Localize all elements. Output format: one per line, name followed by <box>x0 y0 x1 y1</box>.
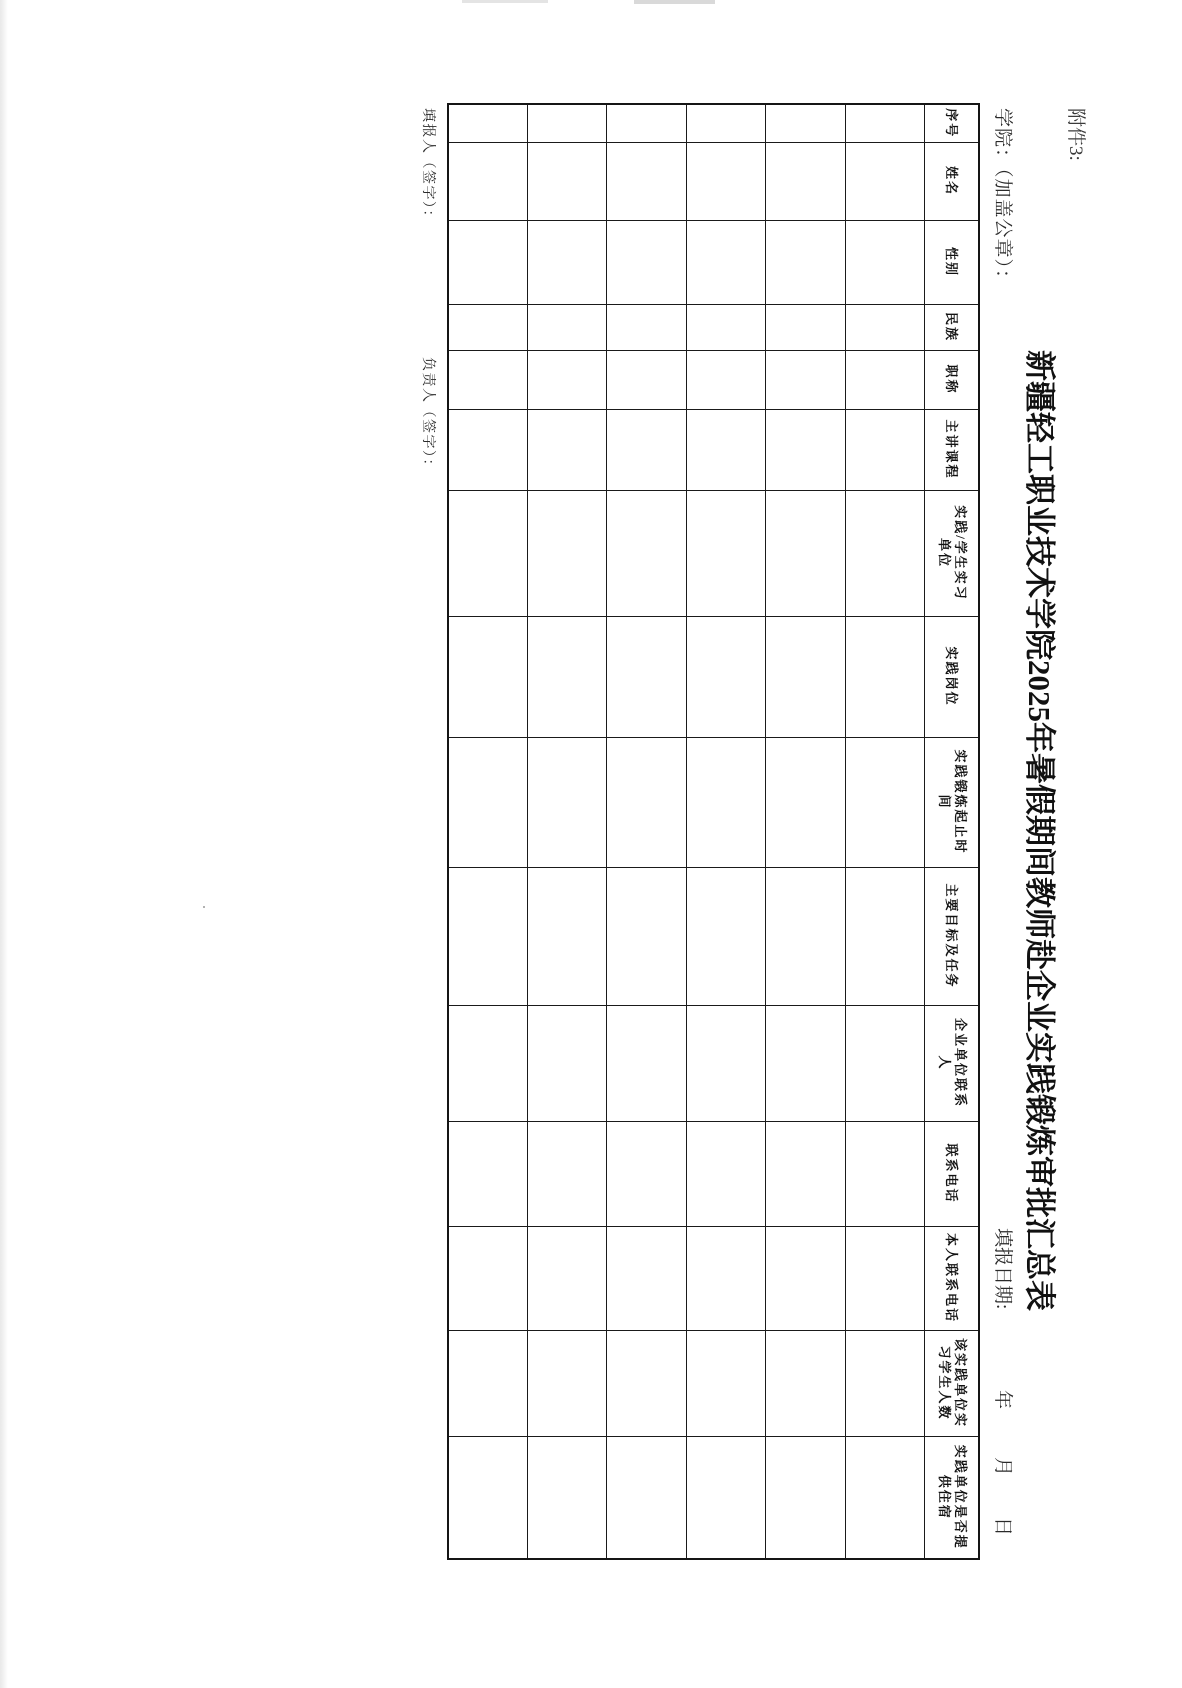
table-cell-gender <box>766 220 846 304</box>
table-cell-practice-post <box>607 616 687 737</box>
table-cell-professional-title <box>846 350 926 409</box>
table-cell-goals-tasks <box>687 867 767 1005</box>
table-cell-own-phone <box>766 1226 846 1330</box>
table-row <box>766 104 846 1559</box>
table-cell-name <box>448 142 528 220</box>
fill-date-month-unit: 月 <box>992 1457 1013 1477</box>
table-cell-practice-period <box>607 737 687 867</box>
table-cell-practice-unit <box>528 490 608 616</box>
table-cell-intern-count <box>846 1330 926 1436</box>
header-seq <box>925 104 979 142</box>
table-cell-main-course <box>687 409 767 490</box>
table-row <box>687 104 767 1559</box>
table-cell-practice-period <box>687 737 767 867</box>
table-cell-ethnicity <box>607 304 687 350</box>
header-accommodation-label: 实践单位是否提供住宿 <box>936 1444 968 1550</box>
responsible-person-signature-label: 负责人（签字）： <box>420 357 435 474</box>
header-goals-tasks <box>925 867 979 1005</box>
header-ethnicity-label: 民族 <box>944 311 960 342</box>
table-row <box>528 104 608 1559</box>
form-title: 新疆轻工职业技术学院2025年暑假期间教师赴企业实践锻炼审批汇总表 <box>1022 350 1057 1311</box>
table-cell-accommodation <box>766 1436 846 1559</box>
table-cell-goals-tasks <box>528 867 608 1005</box>
header-accommodation <box>925 1436 979 1559</box>
table-cell-seq <box>846 104 926 142</box>
table-cell-accommodation <box>687 1436 767 1559</box>
header-enterprise-contact-label: 企业单位联系人 <box>936 1017 968 1108</box>
table-cell-practice-post <box>846 616 926 737</box>
table-cell-contact-phone <box>766 1121 846 1226</box>
header-name-label: 姓名 <box>944 165 960 196</box>
table-cell-intern-count <box>607 1330 687 1436</box>
table-cell-own-phone <box>448 1226 528 1330</box>
table-cell-goals-tasks <box>448 867 528 1005</box>
table-cell-own-phone <box>687 1226 767 1330</box>
college-seal-label: 学院：（加盖公章）： <box>992 108 1013 290</box>
header-practice-post <box>925 616 979 737</box>
table-cell-contact-phone <box>448 1121 528 1226</box>
header-gender <box>925 220 979 304</box>
table-cell-practice-period <box>846 737 926 867</box>
fill-date-year-unit: 年 <box>992 1390 1013 1410</box>
attachment-label: 附件3: <box>1065 108 1086 161</box>
table-cell-professional-title <box>528 350 608 409</box>
table-cell-goals-tasks <box>607 867 687 1005</box>
table-cell-seq <box>766 104 846 142</box>
header-own-phone <box>925 1226 979 1330</box>
table-cell-professional-title <box>607 350 687 409</box>
header-gender-label: 性别 <box>944 246 960 277</box>
header-professional-title-label: 职称 <box>944 364 960 395</box>
header-main-course <box>925 409 979 490</box>
table-cell-contact-phone <box>687 1121 767 1226</box>
table-header-row <box>925 104 979 1559</box>
table-cell-practice-unit <box>687 490 767 616</box>
table-cell-name <box>607 142 687 220</box>
table-cell-professional-title <box>448 350 528 409</box>
header-practice-period-label: 实践锻炼起止时间 <box>936 749 968 855</box>
table-cell-practice-unit <box>766 490 846 616</box>
table-cell-enterprise-contact <box>846 1005 926 1121</box>
header-main-course-label: 主讲课程 <box>944 419 960 480</box>
table-cell-own-phone <box>607 1226 687 1330</box>
table-cell-practice-post <box>687 616 767 737</box>
table-cell-ethnicity <box>846 304 926 350</box>
table-cell-name <box>766 142 846 220</box>
table-cell-goals-tasks <box>766 867 846 1005</box>
table-cell-practice-unit <box>607 490 687 616</box>
table-cell-name <box>528 142 608 220</box>
table-cell-contact-phone <box>528 1121 608 1226</box>
table-cell-practice-unit <box>448 490 528 616</box>
table-cell-ethnicity <box>528 304 608 350</box>
header-professional-title <box>925 350 979 409</box>
table-row <box>846 104 926 1559</box>
table-cell-seq <box>448 104 528 142</box>
table-cell-name <box>687 142 767 220</box>
table-cell-main-course <box>528 409 608 490</box>
table-cell-professional-title <box>687 350 767 409</box>
table-cell-enterprise-contact <box>766 1005 846 1121</box>
table-row <box>607 104 687 1559</box>
table-cell-professional-title <box>766 350 846 409</box>
table-cell-gender <box>607 220 687 304</box>
table-cell-name <box>846 142 926 220</box>
header-contact-phone-label: 联系电话 <box>944 1143 960 1204</box>
table-cell-main-course <box>766 409 846 490</box>
table-cell-seq <box>528 104 608 142</box>
header-practice-unit <box>925 490 979 616</box>
table-cell-accommodation <box>448 1436 528 1559</box>
header-name <box>925 142 979 220</box>
table-cell-main-course <box>846 409 926 490</box>
table-cell-contact-phone <box>607 1121 687 1226</box>
filled-by-signature-label: 填报人（签字）： <box>420 108 435 225</box>
table-cell-accommodation <box>528 1436 608 1559</box>
fill-date-label: 填报日期: <box>992 1228 1013 1310</box>
approval-summary-table <box>447 103 980 1560</box>
header-ethnicity <box>925 304 979 350</box>
header-practice-post-label: 实践岗位 <box>944 646 960 707</box>
table-cell-intern-count <box>528 1330 608 1436</box>
table-cell-enterprise-contact <box>607 1005 687 1121</box>
table-cell-enterprise-contact <box>448 1005 528 1121</box>
table-cell-own-phone <box>846 1226 926 1330</box>
table-cell-practice-period <box>448 737 528 867</box>
table-cell-practice-unit <box>846 490 926 616</box>
table-cell-gender <box>687 220 767 304</box>
header-own-phone-label: 本人联系电话 <box>944 1232 960 1323</box>
table-cell-accommodation <box>846 1436 926 1559</box>
table-cell-gender <box>846 220 926 304</box>
header-intern-count-label: 该实践单位实习学生人数 <box>936 1337 968 1428</box>
table-body <box>448 104 925 1559</box>
table-cell-main-course <box>448 409 528 490</box>
fill-date-day-unit: 日 <box>992 1517 1013 1537</box>
table-cell-main-course <box>607 409 687 490</box>
header-practice-period <box>925 737 979 867</box>
table-cell-intern-count <box>448 1330 528 1436</box>
table-cell-practice-post <box>448 616 528 737</box>
header-intern-count <box>925 1330 979 1436</box>
table-cell-gender <box>528 220 608 304</box>
table-cell-ethnicity <box>448 304 528 350</box>
table-cell-enterprise-contact <box>687 1005 767 1121</box>
table-cell-seq <box>607 104 687 142</box>
header-practice-unit-label: 实践/学生实习单位 <box>936 505 968 601</box>
table-cell-intern-count <box>766 1330 846 1436</box>
header-goals-tasks-label: 主要目标及任务 <box>944 883 960 989</box>
header-contact-phone <box>925 1121 979 1226</box>
table-cell-practice-period <box>766 737 846 867</box>
table-cell-ethnicity <box>766 304 846 350</box>
header-seq-label: 序号 <box>944 108 960 139</box>
table-cell-contact-phone <box>846 1121 926 1226</box>
table-cell-practice-post <box>528 616 608 737</box>
table-row <box>448 104 528 1559</box>
table-cell-ethnicity <box>687 304 767 350</box>
table-cell-intern-count <box>687 1330 767 1436</box>
table-cell-own-phone <box>528 1226 608 1330</box>
header-enterprise-contact <box>925 1005 979 1121</box>
table-cell-practice-period <box>528 737 608 867</box>
table-cell-seq <box>687 104 767 142</box>
table-cell-practice-post <box>766 616 846 737</box>
fill-date-line <box>990 1228 1014 1548</box>
table-cell-accommodation <box>607 1436 687 1559</box>
table-cell-gender <box>448 220 528 304</box>
table-cell-goals-tasks <box>846 867 926 1005</box>
table-cell-enterprise-contact <box>528 1005 608 1121</box>
